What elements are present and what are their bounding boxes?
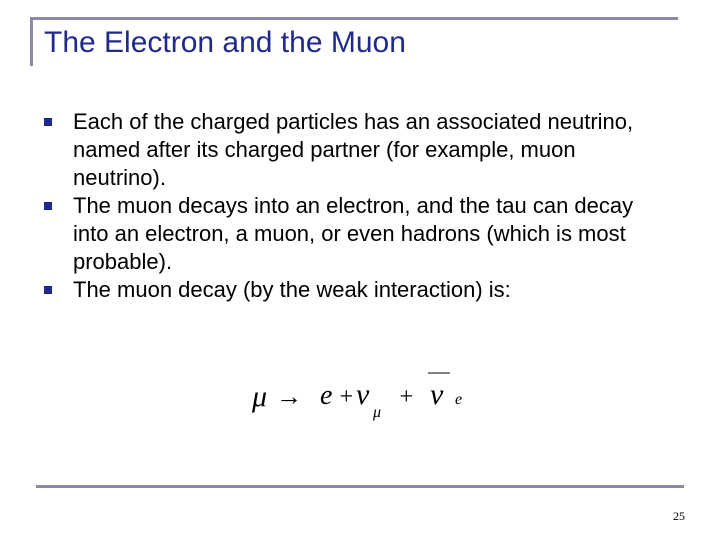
bullet-item	[44, 108, 664, 192]
square-bullet-icon	[44, 202, 52, 210]
equation-antineutrino-subscript: e	[455, 391, 463, 408]
equation-antineutrino: ν	[430, 378, 444, 411]
equation-muon: μ	[252, 380, 268, 413]
title-frame-top	[30, 17, 678, 20]
equation-plus-2: +	[398, 384, 415, 410]
bullet-text: The muon decay (by the weak interaction) is:	[73, 277, 511, 302]
bullet-text: The muon decays into an electron, and the tau can decay into an electron, a muon, or even hadrons (which is most probable).	[73, 193, 634, 274]
equation-arrow: →	[276, 382, 302, 411]
equation-electron: e	[320, 380, 333, 411]
equation-plus-1: +	[338, 384, 355, 410]
bullet-list	[44, 108, 664, 304]
page-number: 25	[673, 509, 685, 523]
title-frame-left	[30, 18, 33, 66]
bullet-item	[44, 192, 664, 276]
footer-rule	[36, 485, 684, 488]
equation-neutrino: ν	[356, 378, 370, 411]
square-bullet-icon	[44, 286, 52, 294]
bullet-item	[44, 276, 664, 304]
bullet-text: Each of the charged particles has an associated neutrino, named after its charged partner (for example, muon neutrino).	[73, 109, 634, 190]
slide-title: The Electron and the Muon	[44, 26, 406, 59]
square-bullet-icon	[44, 118, 52, 126]
equation-neutrino-subscript: μ	[373, 404, 382, 421]
muon-decay-equation	[252, 370, 482, 426]
